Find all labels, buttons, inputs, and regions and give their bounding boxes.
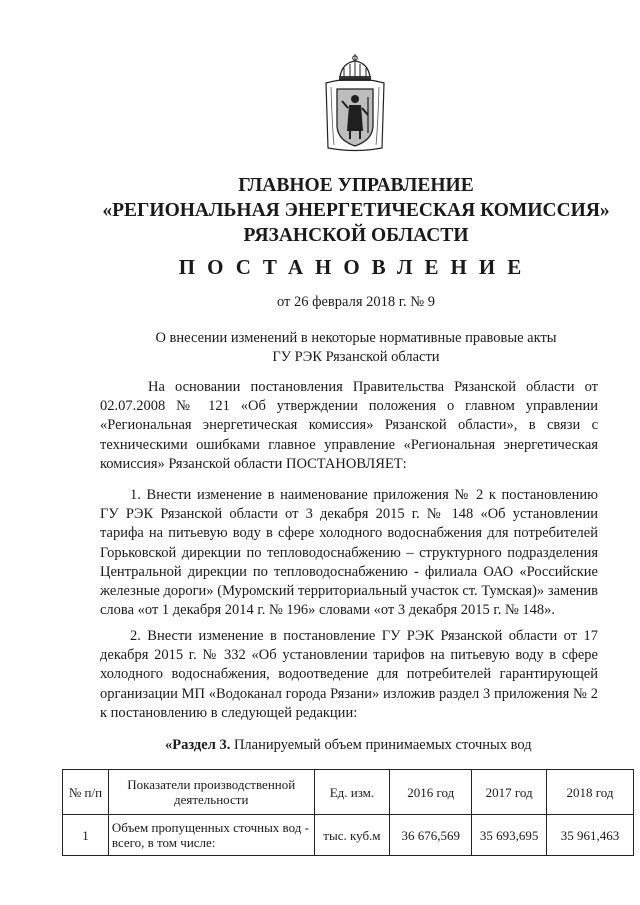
table-header-cell: № п/п xyxy=(63,770,109,815)
table-header-cell: 2018 год xyxy=(547,770,634,815)
data-table xyxy=(62,769,634,856)
table-cell: тыс. куб.м xyxy=(314,815,390,856)
table-cell: Объем пропущенных сточных вод - всего, в том числе: xyxy=(108,815,314,856)
table-cell: 1 xyxy=(63,815,109,856)
header-line-2: «РЕГИОНАЛЬНАЯ ЭНЕРГЕТИЧЕСКАЯ КОМИССИЯ» xyxy=(102,200,610,221)
item-1-text: 1. Внести изменение в наименование приложения № 2 к постановлению ГУ РЭК Рязанской области от 3 декабря 2015 г. № 148 «Об установлении тарифа на питьевую воду в сфере холодного водоснабжения для потребителей Горьковской дирекции по тепловодоснабжению – структурного подразделения Центральной дирекции по тепловодоснабжению - филиала ОАО «Российские железные дороги» (Муромский территориальный участок ст. Тумская)» заменив слова «от 1 декабря 2014 г. № 196» словами «от 3 декабря 2015 г. № 148». xyxy=(100,487,598,619)
preamble-paragraph xyxy=(100,378,598,474)
document-type-title: ПОСТАНОВЛЕНИЕ xyxy=(178,255,534,279)
preamble-text: На основании постановления Правительства Рязанской области от 02.07.2008 № 121 «Об утверждении положения о главном управлении «Региональная энергетическая комиссия» Рязанской области», в связи с техническими ошибками главное управление «Региональная энергетическая комиссия» Рязанской области ПОСТАНОВЛЯЕТ: xyxy=(100,379,598,472)
header-line-1: ГЛАВНОЕ УПРАВЛЕНИЕ xyxy=(238,175,474,196)
table-header-cell: 2017 год xyxy=(472,770,547,815)
item-2-paragraph xyxy=(100,627,598,723)
document-date-number: от 26 февраля 2018 г. № 9 xyxy=(276,294,436,310)
table-cell: 35 961,463 xyxy=(547,815,634,856)
table-cell: 35 693,695 xyxy=(472,815,547,856)
subject-line-2: ГУ РЭК Рязанской области xyxy=(272,349,440,365)
header-line-3: РЯЗАНСКОЙ ОБЛАСТИ xyxy=(243,225,469,246)
coat-of-arms-emblem xyxy=(322,53,388,153)
section-heading xyxy=(165,737,532,754)
subject-line-1: О внесении изменений в некоторые нормативные правовые акты xyxy=(155,330,557,346)
table-header-cell: 2016 год xyxy=(390,770,472,815)
section-label: «Раздел 3. xyxy=(165,737,231,753)
table-header-row xyxy=(63,770,634,815)
item-1-paragraph xyxy=(100,486,598,620)
table-cell: 36 676,569 xyxy=(390,815,472,856)
table-header-cell: Ед. изм. xyxy=(314,770,390,815)
table-header-cell: Показатели производственной деятельности xyxy=(108,770,314,815)
item-2-text: 2. Внести изменение в постановление ГУ РЭК Рязанской области от 17 декабря 2015 г. № 332 «Об установлении тарифов на питьевую воду в сфере холодного водоснабжения, водоотведение для потребителей гарантирующей организации МП «Водоканал города Рязани» изложив раздел 3 приложения № 2 к постановлению в следующей редакции: xyxy=(100,628,598,721)
section-title: Планируемый объем принимаемых сточных вод xyxy=(233,737,532,753)
table-row xyxy=(63,815,634,856)
